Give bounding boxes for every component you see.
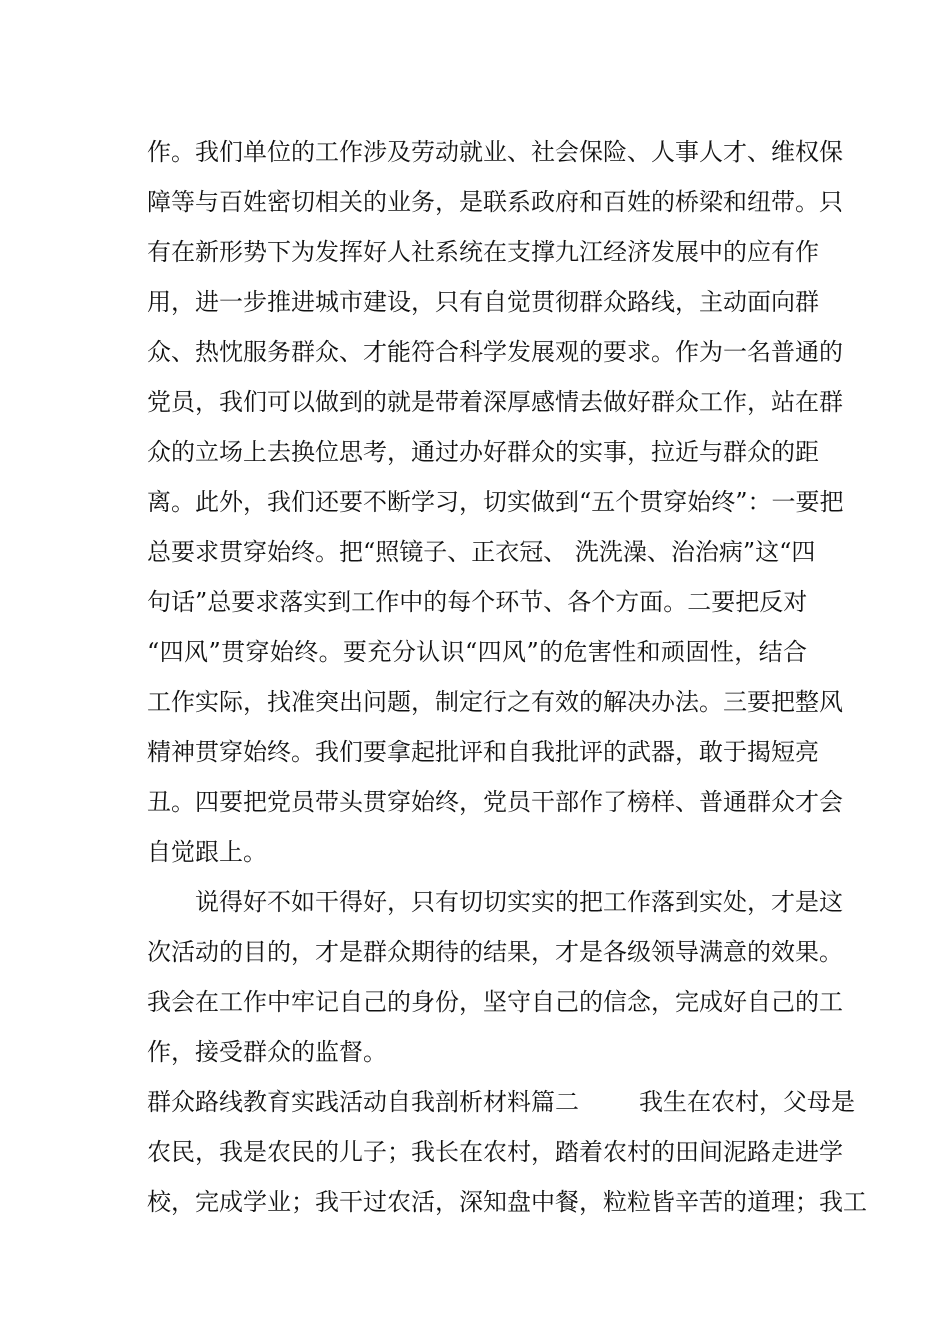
text-line: 总要求贯穿始终。把“照镜子、正衣冠、 洗洗澡、治治病”这“四 [147,538,816,566]
text-line: 精神贯穿始终。我们要拿起批评和自我批评的武器，敢于揭短亮 [147,738,819,766]
text-line: 句话”总要求落实到工作中的每个环节、各个方面。二要把反对 [147,588,808,616]
section-heading-line [147,1085,855,1119]
text-line: 离。此外，我们还要不断学习，切实做到“五个贯穿始终”：一要把 [147,488,844,516]
text-line: 众、热忱服务群众、才能符合科学发展观的要求。作为一名普通的 [147,338,843,366]
text-line: 我会在工作中牢记自己的身份，坚守自己的信念，完成好自己的工 [147,988,843,1016]
text-line: 作，接受群众的监督。 [147,1038,387,1066]
text-line: 用，进一步推进城市建设，只有自觉贯彻群众路线，主动面向群 [147,288,819,316]
section-text: 我生在农村，父母是 [639,1088,855,1116]
text-line: 众的立场上去换位思考，通过办好群众的实事，拉近与群众的距 [147,438,819,466]
text-line: “四风”贯穿始终。要充分认识“四风”的危害性和顽固性，结合 [147,638,807,666]
text-line: 农民，我是农民的儿子；我长在农村，踏着农村的田间泥路走进学 [147,1138,843,1166]
text-line: 有在新形势下为发挥好人社系统在支撑九江经济发展中的应有作 [147,238,819,266]
text-line: 作。我们单位的工作涉及劳动就业、社会保险、人事人才、维权保 [147,138,843,166]
section-title: 群众路线教育实践活动自我剖析材料篇二 [147,1088,579,1116]
text-line: 障等与百姓密切相关的业务，是联系政府和百姓的桥梁和纽带。只 [147,188,843,216]
text-line: 校，完成学业；我干过农活，深知盘中餐，粒粒皆辛苦的道理；我工 [147,1188,867,1216]
text-line: 次活动的目的，才是群众期待的结果，才是各级领导满意的效果。 [147,938,843,966]
text-line: 自觉跟上。 [147,838,267,866]
text-line: 工作实际，找准突出问题，制定行之有效的解决办法。三要把整风 [147,688,843,716]
text-line: 丑。四要把党员带头贯穿始终，党员干部作了榜样、普通群众才会 [147,788,843,816]
text-line: 党员，我们可以做到的就是带着深厚感情去做好群众工作，站在群 [147,388,843,416]
text-line: 说得好不如干得好，只有切切实实的把工作落到实处，才是这 [195,888,843,916]
